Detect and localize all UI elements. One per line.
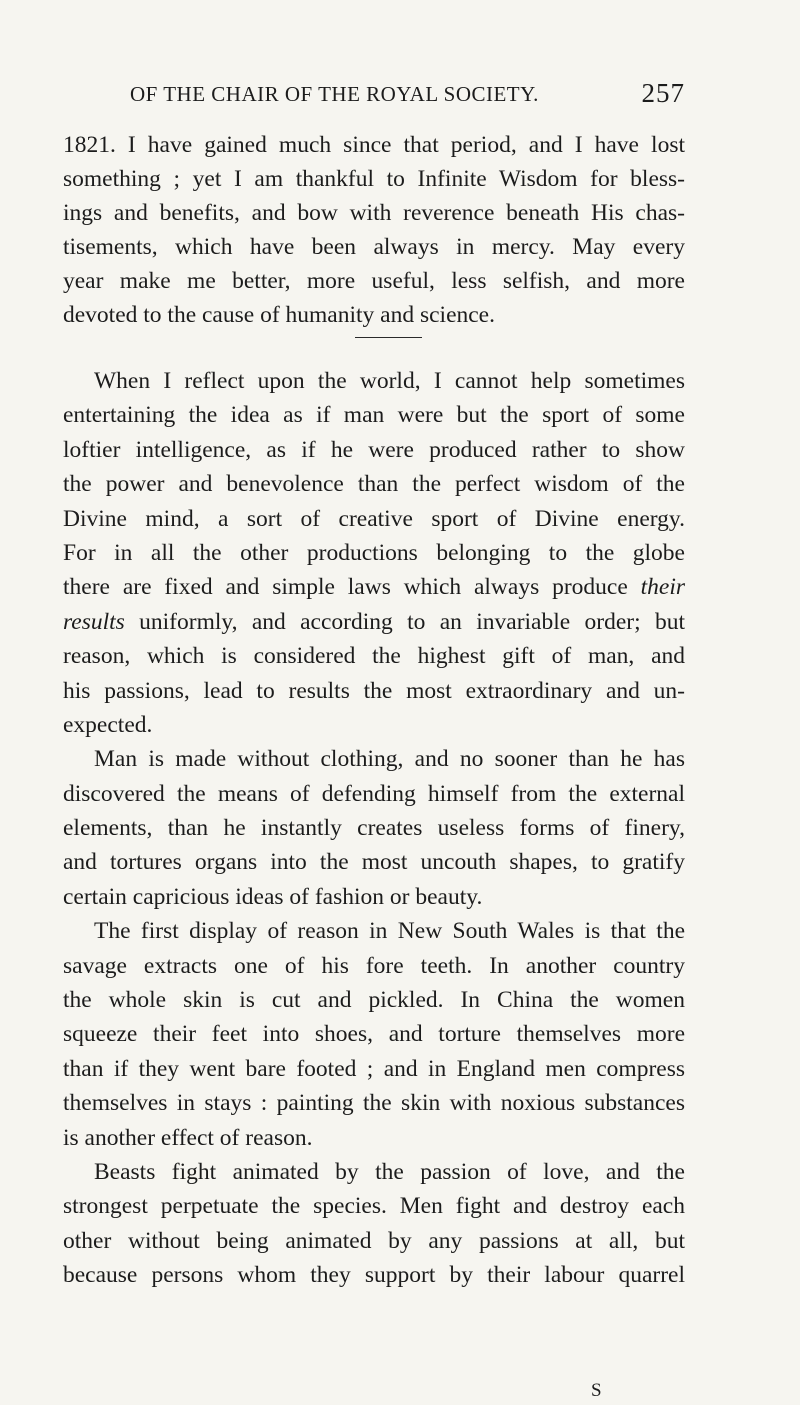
italic-word: their [640, 574, 686, 601]
text-line: themselves in stays : painting the skin with noxious substances [63, 1090, 685, 1117]
text-line: the power and benevolence than the perfect wisdom of the [63, 471, 685, 498]
text-line: ings and benefits, and bow with reverence beneath His chas- [63, 200, 685, 226]
text-line: savage extracts one of his fore teeth. In another country [63, 952, 685, 979]
text-line: expected. [63, 711, 153, 738]
text-line: When I reflect upon the world, I cannot help sometimes [94, 368, 685, 394]
text-line: strongest perpetuate the species. Men fight and destroy each [63, 1193, 685, 1220]
text-line: discovered the means of defending himself from the external [63, 780, 685, 807]
paragraph-2 [63, 364, 685, 742]
text-line: squeeze their feet into shoes, and torture themselves more [63, 1021, 685, 1048]
text-line: something ; yet I am thankful to Infinite Wisdom for bless- [63, 166, 685, 192]
text-line: Man is made without clothing, and no sooner than he has [94, 746, 685, 773]
paragraph-4 [63, 914, 685, 1155]
text-line: loftier intelligence, as if he were produced rather to show [63, 436, 685, 463]
text-line: For in all the other productions belonging to the globe [63, 539, 685, 566]
text-line: elements, than he instantly creates useless forms of finery, [63, 815, 685, 842]
paragraph-5 [63, 1155, 685, 1293]
text-line: certain capricious ideas of fashion or beauty. [63, 883, 483, 910]
text-line: and tortures organs into the most uncouth shapes, to gratify [63, 849, 685, 876]
text-line: entertaining the idea as if man were but the sport of some [63, 402, 685, 429]
body-text [63, 364, 685, 1293]
page-number: 257 [641, 78, 685, 108]
text-line [63, 605, 685, 639]
text-line: the whole skin is cut and pickled. In China the women [63, 987, 685, 1014]
section-divider [355, 337, 422, 338]
text-line: 1821. I have gained much since that period, and I have lost [63, 132, 685, 158]
text-line: tisements, which have been always in mercy. May every [63, 234, 685, 260]
running-head [130, 78, 685, 110]
text-segment: uniformly, and according to an invariable order; but [139, 608, 686, 635]
signature-mark: S [591, 1380, 602, 1401]
text-line: is another effect of reason. [63, 1124, 313, 1151]
paragraph-1 [63, 128, 685, 332]
text-line: The first display of reason in New South Wales is that the [94, 918, 685, 945]
text-line: because persons whom they support by their labour quarrel [63, 1262, 685, 1289]
paragraph-3 [63, 742, 685, 914]
text-line: Beasts fight animated by the passion of love, and the [94, 1158, 685, 1185]
text-line: Divine mind, a sort of creative sport of Divine energy. [63, 505, 685, 532]
italic-word: results [63, 608, 125, 635]
text-line: than if they went bare footed ; and in England men compress [63, 1055, 685, 1082]
text-line: his passions, lead to results the most extraordinary and un- [63, 677, 685, 704]
text-line: year make me better, more useful, less selfish, and more [63, 268, 685, 294]
running-title: OF THE CHAIR OF THE ROYAL SOCIETY. [130, 82, 539, 106]
text-segment: there are fixed and simple laws which always produce [63, 574, 628, 601]
text-line: devoted to the cause of humanity and science. [63, 302, 495, 328]
text-line: reason, which is considered the highest gift of man, and [63, 643, 685, 670]
text-line: other without being animated by any passions at all, but [63, 1227, 685, 1254]
text-line [63, 570, 685, 604]
